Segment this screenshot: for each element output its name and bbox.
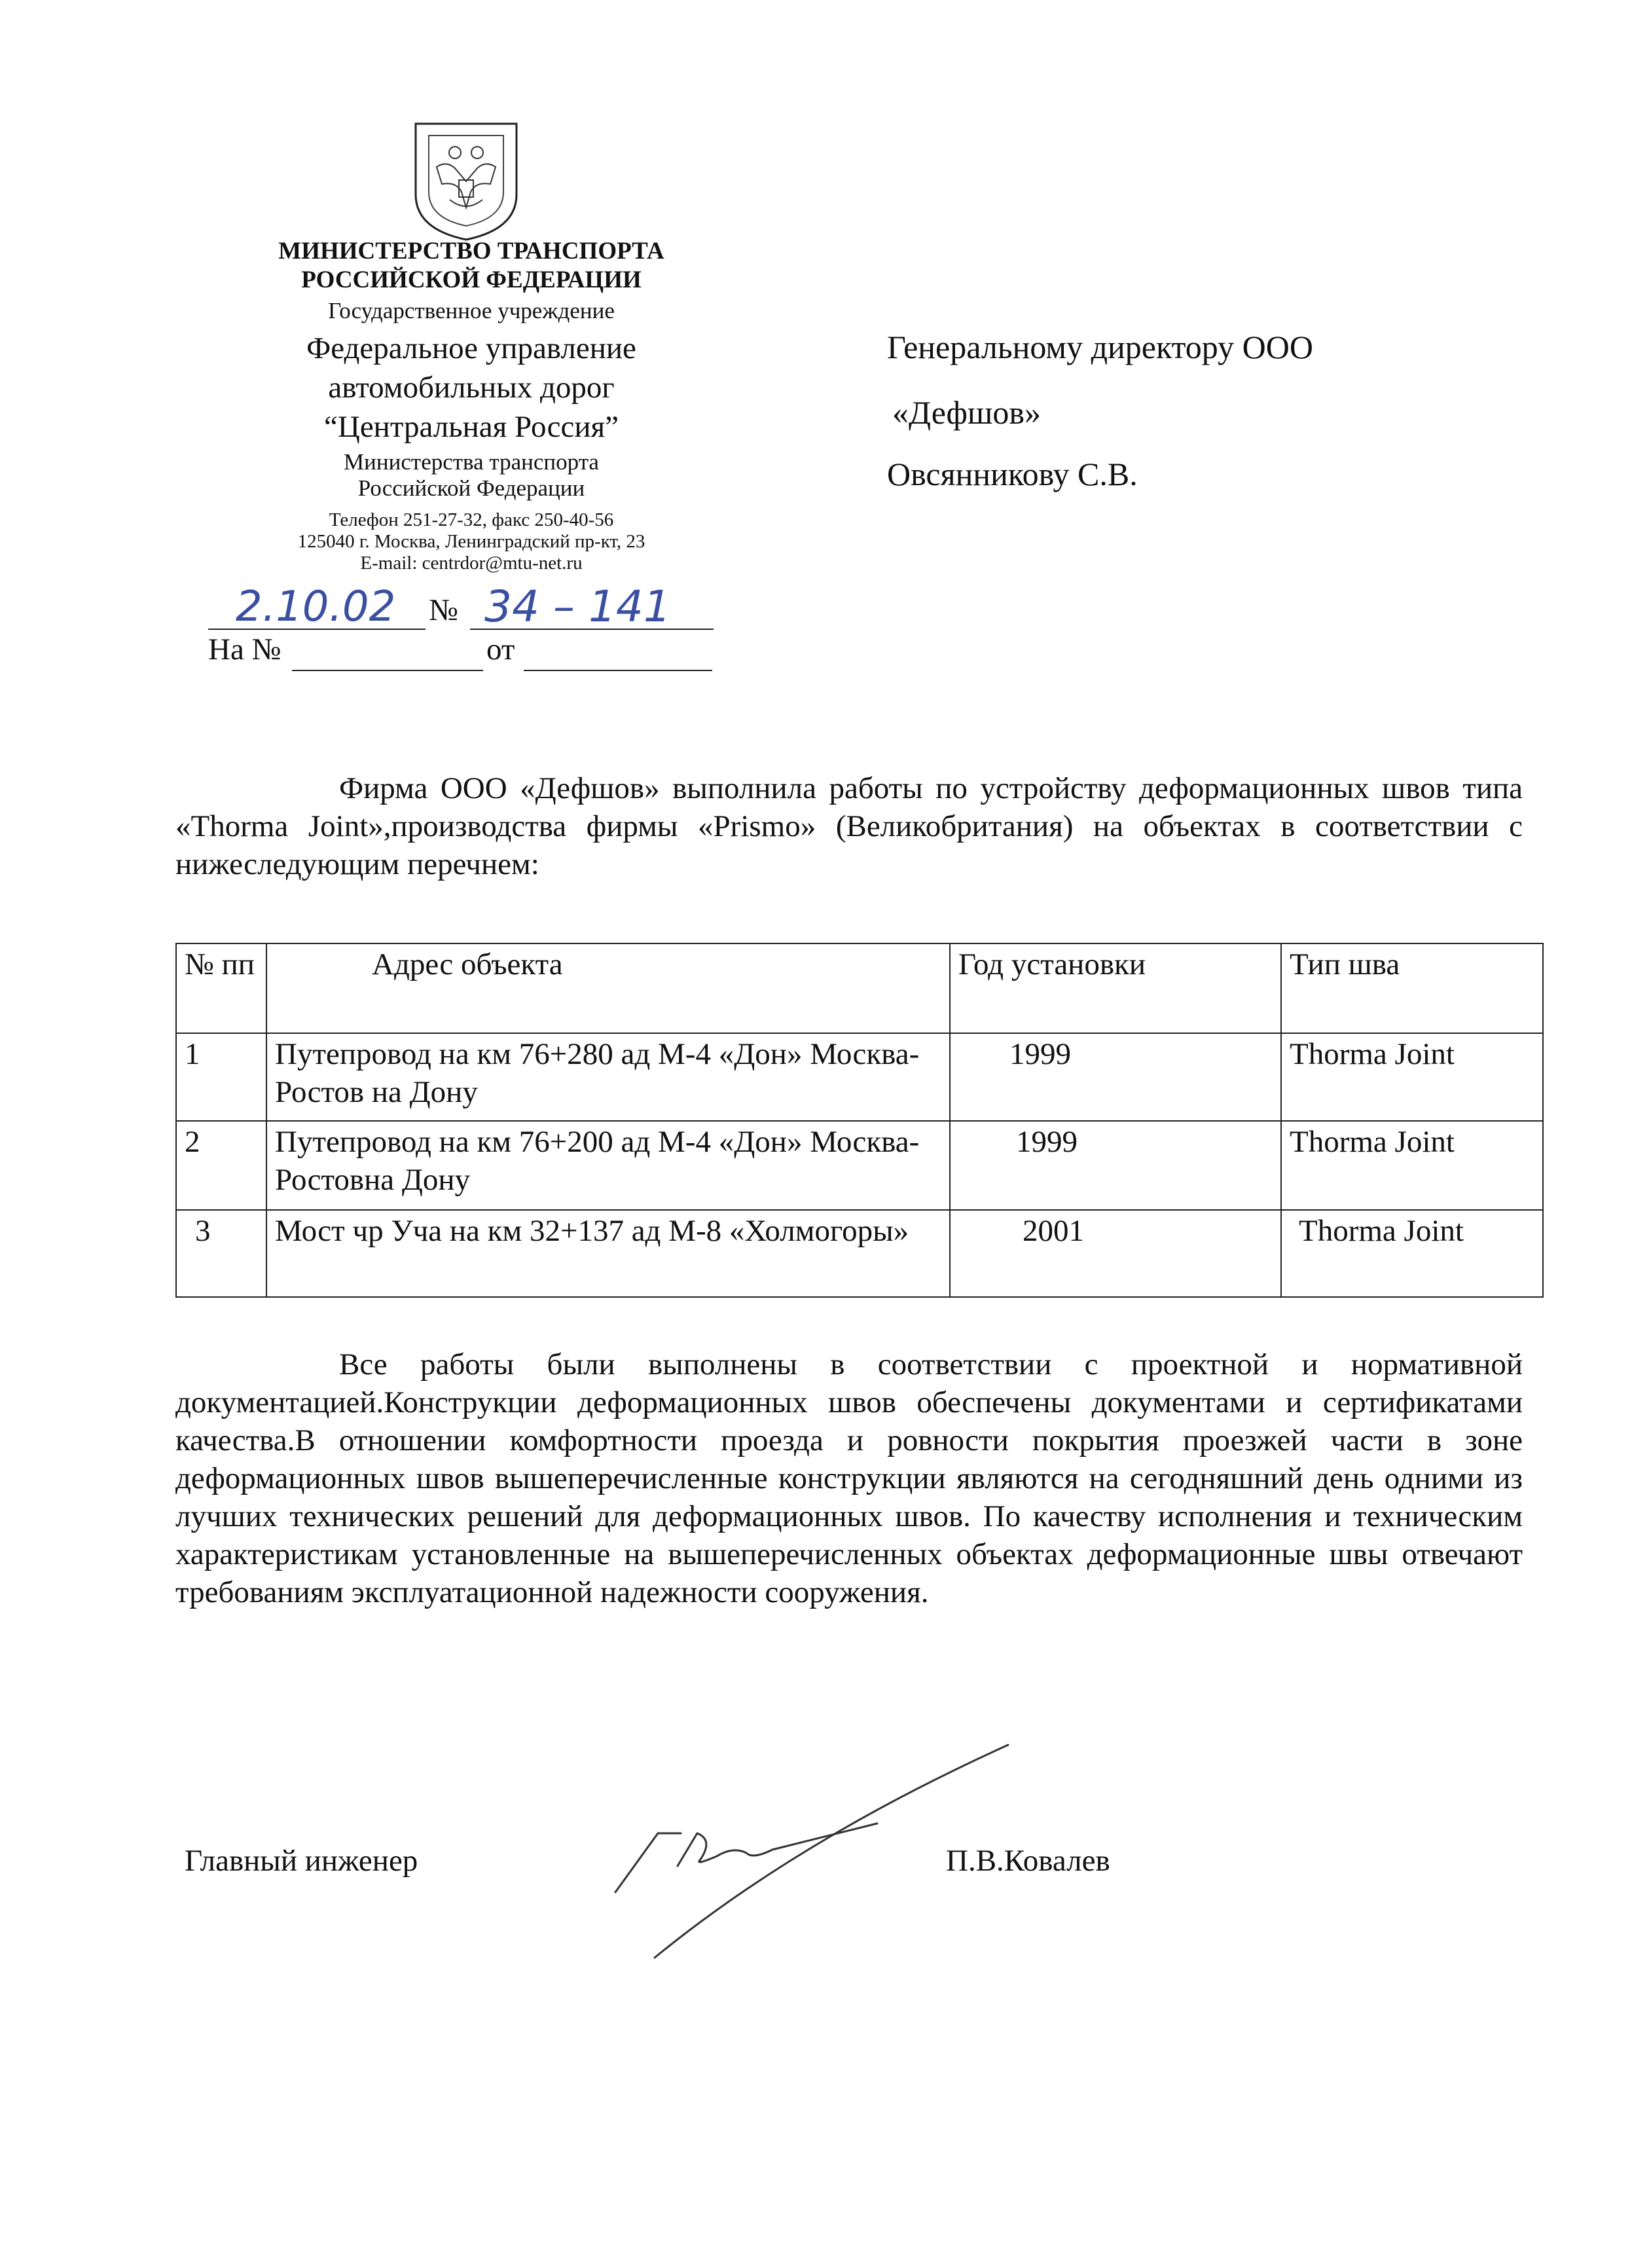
row-number: 2 <box>176 1121 266 1210</box>
row-address: Путепровод на км 76+280 ад М-4 «Дон» Москва-Ростов на Дону <box>266 1033 950 1121</box>
table-row <box>176 1121 1543 1210</box>
intro-paragraph: Фирма ООО «Дефшов» выполнила работы по устройству деформационных швов типа «Thorma Joint»,производства фирмы «Prismo» (Великобритания) на объектах в соответствии с нижеследующим перечнем: <box>175 771 1523 881</box>
row-number: 1 <box>176 1033 266 1121</box>
reference-from-label: от <box>486 632 515 667</box>
org-sub-line2: Российской Федерации <box>357 475 585 501</box>
org-name-line2: автомобильных дорог <box>328 371 615 405</box>
row-year: 2001 <box>950 1210 1281 1297</box>
row-type: Thorma Joint <box>1281 1121 1543 1210</box>
org-email: E-mail: centrdor@mtu-net.ru <box>360 553 583 574</box>
reference-number-label: На № <box>208 632 281 667</box>
row-year: 1999 <box>950 1121 1281 1210</box>
letter-number: 34 – 141 <box>484 581 671 632</box>
row-address: Путепровод на км 76+200 ад М-4 «Дон» Москва-Ростовна Дону <box>266 1121 950 1210</box>
table-row <box>176 1210 1543 1297</box>
org-address: 125040 г. Москва, Ленинградский пр-кт, 23 <box>297 531 645 552</box>
signatory-position: Главный инженер <box>185 1844 418 1878</box>
recipient-line3: Овсянникову С.В. <box>887 456 1138 492</box>
col-header-type: Тип шва <box>1281 943 1543 1033</box>
signatory-name: П.В.Ковалев <box>946 1844 1110 1878</box>
org-phone: Телефон 251-27-32, факс 250-40-56 <box>329 509 614 530</box>
col-header-year: Год установки <box>950 943 1281 1033</box>
works-table <box>175 943 1544 1298</box>
row-address: Мост чр Уча на км 32+137 ад М-8 «Холмогоры» <box>266 1210 950 1297</box>
table-header-row <box>176 943 1543 1033</box>
col-header-number: № пп <box>176 943 266 1033</box>
row-year: 1999 <box>950 1033 1281 1121</box>
col-header-address: Адрес объекта <box>266 943 950 1033</box>
ministry-name-line2: РОССИЙСКОЙ ФЕДЕРАЦИИ <box>301 266 642 293</box>
recipient-line1: Генеральному директору ООО <box>887 329 1313 365</box>
ministry-name-line1: МИНИСТЕРСТВО ТРАНСПОРТА <box>278 238 664 265</box>
row-type: Thorma Joint <box>1281 1033 1543 1121</box>
org-name-line1: Федеральное управление <box>306 331 636 365</box>
row-type: Thorma Joint <box>1281 1210 1543 1297</box>
org-name-line3: “Центральная Россия” <box>324 410 619 444</box>
recipient-line2: «Дефшов» <box>892 394 1042 431</box>
table-row <box>176 1033 1543 1121</box>
coat-of-arms-icon <box>410 121 522 242</box>
conclusion-paragraph: Все работы были выполнены в соответствии с проектной и нормативной документацией.Конструкции деформационных швов обеспечены документами и сертификатами качества.В отношении комфортности проезда и ровности покрытия проезжей части в зоне деформационных швов вышеперечисленные конструкции являются на сегодняшний день одними из лучших технических решений для деформационных швов. По качеству исполнения и техническим характеристикам установленные на вышеперечисленных объектах деформационные швы отвечают требованиям эксплуатационной надежности сооружения. <box>175 1347 1523 1609</box>
org-sub-line1: Министерства транспорта <box>344 449 599 475</box>
institution-type: Государственное учреждение <box>328 298 615 323</box>
letter-number-label: № <box>429 593 458 627</box>
row-number: 3 <box>176 1210 266 1297</box>
letter-date: 2.10.02 <box>236 583 396 631</box>
